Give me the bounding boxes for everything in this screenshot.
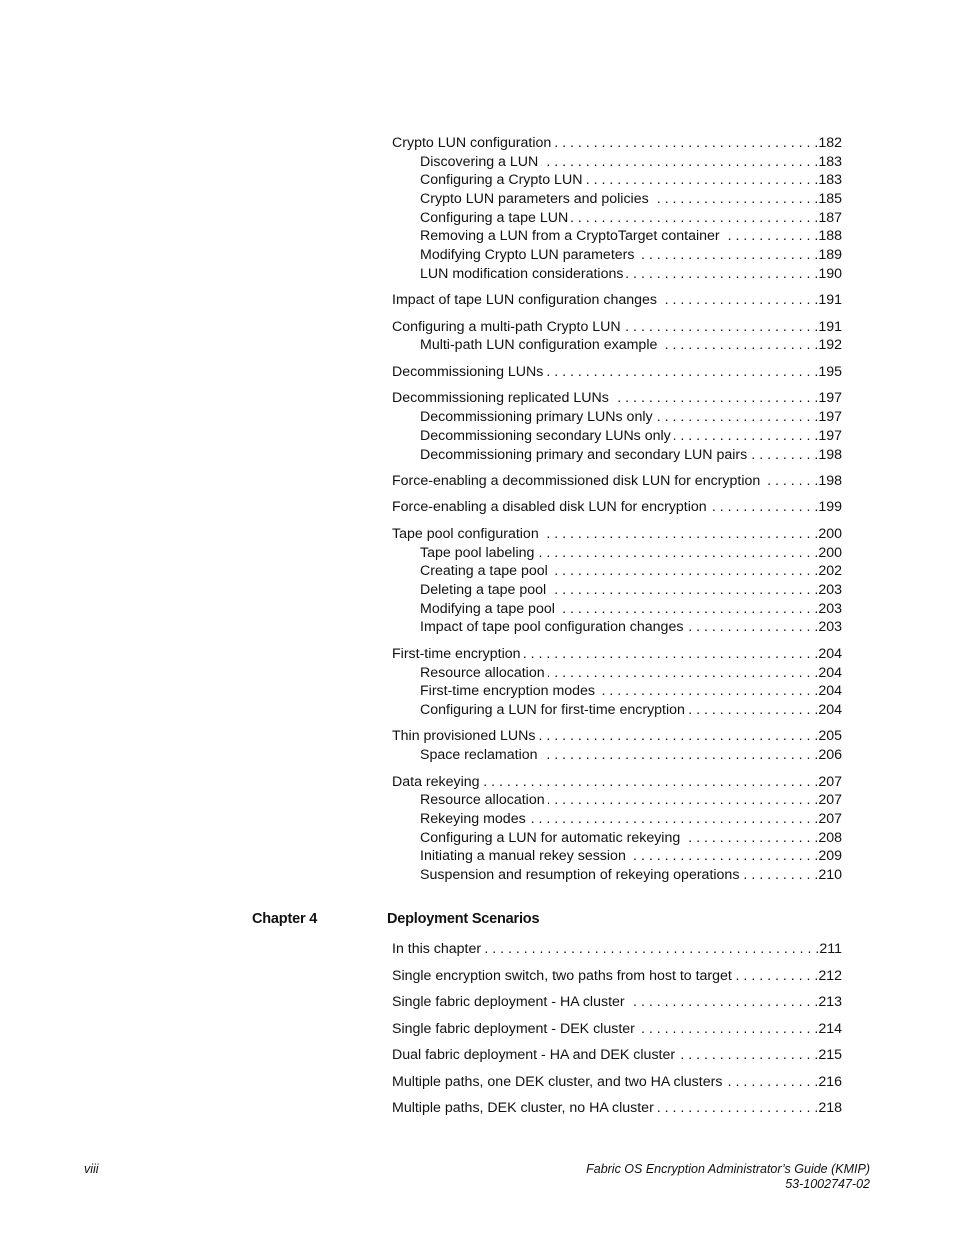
dot-leader <box>529 810 819 829</box>
dot-leader <box>624 318 819 337</box>
chapter-label: Chapter 4 <box>252 911 318 927</box>
toc-entry-title: Multi-path LUN configuration example <box>420 337 658 354</box>
dot-leader <box>558 600 818 619</box>
toc-entry-page: 192 <box>818 337 842 354</box>
toc-section <box>392 134 842 893</box>
toc-entry-page: 189 <box>818 247 842 264</box>
toc-entry[interactable] <box>392 993 842 1020</box>
toc-entry-title: Force-enabling a disabled disk LUN for encryption <box>392 499 707 516</box>
toc-entry[interactable] <box>392 498 842 517</box>
toc-entry-title: Single encryption switch, two paths from host to target <box>392 967 732 984</box>
toc-entry[interactable] <box>392 1020 842 1047</box>
toc-entry-page: 197 <box>818 427 842 444</box>
toc-entry-title: Configuring a LUN for automatic rekeying <box>420 829 681 846</box>
toc-entry[interactable] <box>392 472 842 491</box>
toc-subentry[interactable] <box>392 701 842 720</box>
toc-group <box>392 472 842 491</box>
toc-entry-page: 200 <box>818 525 842 542</box>
dot-leader <box>548 664 819 683</box>
dot-leader <box>686 618 818 637</box>
toc-subentry[interactable] <box>392 153 842 172</box>
toc-entry-title: Resource allocation <box>420 792 545 809</box>
dot-leader <box>598 682 818 701</box>
toc-entry-title: Thin provisioned LUNs <box>392 728 536 745</box>
toc-entry[interactable] <box>392 773 842 792</box>
dot-leader <box>612 389 818 408</box>
dot-leader <box>524 645 819 664</box>
toc-entry-page: 182 <box>818 135 842 151</box>
toc-entry[interactable] <box>392 318 842 337</box>
dot-leader <box>539 727 819 746</box>
dot-leader <box>683 829 818 848</box>
toc-entry-page: 188 <box>818 228 842 245</box>
dot-leader <box>541 153 818 172</box>
dot-leader <box>678 1046 818 1065</box>
dot-leader <box>657 1099 819 1118</box>
toc-entry-page: 185 <box>818 191 842 208</box>
toc-subentry[interactable] <box>392 265 842 284</box>
toc-subentry[interactable] <box>392 810 842 829</box>
toc-entry-title: Force-enabling a decommissioned disk LUN for encryption <box>392 472 761 489</box>
toc-subentry[interactable] <box>392 336 842 355</box>
toc-group <box>392 134 842 284</box>
footer-document-info <box>586 1162 870 1192</box>
toc-entry[interactable] <box>392 525 842 544</box>
toc-entry-title: Decommissioning secondary LUNs only <box>420 427 671 444</box>
dot-leader <box>548 791 819 810</box>
toc-group <box>392 318 842 355</box>
toc-subentry[interactable] <box>392 664 842 683</box>
toc-subentry[interactable] <box>392 829 842 848</box>
dot-leader <box>674 427 819 446</box>
toc-entry-title: Single fabric deployment - DEK cluster <box>392 1020 635 1037</box>
toc-entry-page: 205 <box>818 728 842 745</box>
toc-entry-page: 207 <box>818 810 842 827</box>
toc-entry-title: Decommissioning primary and secondary LUN pairs <box>420 446 748 463</box>
dot-leader <box>750 446 818 465</box>
toc-entry-title: Creating a tape pool <box>420 563 548 580</box>
toc-entry[interactable] <box>392 1099 842 1126</box>
toc-entry-page: 203 <box>818 619 842 636</box>
toc-entry[interactable] <box>392 363 842 382</box>
toc-subentry[interactable] <box>392 682 842 701</box>
toc-subentry[interactable] <box>392 847 842 866</box>
toc-entry-title: Modifying Crypto LUN parameters <box>420 247 635 264</box>
toc-entry-title: Multiple paths, one DEK cluster, and two HA clusters <box>392 1073 723 1090</box>
toc-subentry[interactable] <box>392 581 842 600</box>
toc-entry-page: 191 <box>818 292 842 309</box>
toc-group <box>392 645 842 720</box>
toc-entry-title: Single fabric deployment - HA cluster <box>392 994 625 1010</box>
toc-subentry[interactable] <box>392 746 842 765</box>
footer-doc-title: Fabric OS Encryption Administrator’s Guide (KMIP) <box>586 1162 870 1176</box>
toc-group <box>392 525 842 637</box>
toc-entry-page: 210 <box>818 867 842 884</box>
footer-doc-number: 53-1002747-02 <box>785 1177 870 1191</box>
toc-entry-page: 207 <box>818 792 842 809</box>
toc-subentry[interactable] <box>392 544 842 563</box>
toc-entry-page: 197 <box>818 390 842 407</box>
toc-subentry[interactable] <box>392 171 842 190</box>
toc-entry[interactable] <box>392 389 842 408</box>
toc-entry-title: First-time encryption <box>392 645 521 662</box>
toc-entry-page: 214 <box>818 1020 842 1037</box>
toc-entry-page: 199 <box>818 499 842 516</box>
toc-entry[interactable] <box>392 1073 842 1100</box>
toc-entry-page: 190 <box>818 265 842 282</box>
toc-entry[interactable] <box>392 1046 842 1073</box>
toc-group <box>392 727 842 764</box>
toc-entry-title: Decommissioning primary LUNs only <box>420 409 653 426</box>
toc-entry-title: Modifying a tape pool <box>420 600 555 617</box>
toc-entry-title: Impact of tape pool configuration changes <box>420 619 684 636</box>
toc-entry-title: Deleting a tape pool <box>420 582 547 599</box>
dot-leader <box>585 171 818 190</box>
toc-subentry[interactable] <box>392 190 842 209</box>
toc-entry-title: Crypto LUN parameters and policies <box>420 191 649 208</box>
toc-group <box>392 363 842 382</box>
dot-leader <box>688 701 818 720</box>
toc-subentry[interactable] <box>392 618 842 637</box>
toc-entry-title: Tape pool labeling <box>420 544 535 561</box>
toc-subentry[interactable] <box>392 209 842 228</box>
toc-entry-title: Initiating a manual rekey session <box>420 848 626 865</box>
toc-entry-title: Configuring a Crypto LUN <box>420 172 583 189</box>
toc-entry-title: Dual fabric deployment - HA and DEK cluster <box>392 1047 676 1063</box>
toc-entry-title: Rekeying modes <box>420 810 526 827</box>
dot-leader <box>656 408 819 427</box>
toc-entry-page: 204 <box>818 683 842 700</box>
toc-entry-page: 204 <box>818 701 842 718</box>
toc-group <box>392 498 842 517</box>
dot-leader <box>637 246 818 265</box>
toc-entry-title: Suspension and resumption of rekeying operations <box>420 867 740 884</box>
toc-entry[interactable] <box>392 645 842 664</box>
toc-entry-page: 204 <box>818 664 842 681</box>
dot-leader <box>723 227 819 246</box>
dot-leader <box>626 265 818 284</box>
toc-entry-title: In this chapter <box>392 941 482 957</box>
toc-entry[interactable] <box>392 967 842 994</box>
toc-entry-page: 207 <box>818 773 842 790</box>
toc-subentry[interactable] <box>392 600 842 619</box>
toc-entry-title: LUN modification considerations <box>420 265 624 282</box>
toc-subentry[interactable] <box>392 227 842 246</box>
toc-entry-page: 216 <box>818 1073 842 1090</box>
toc-entry-page: 206 <box>818 747 842 764</box>
dot-leader <box>660 291 818 310</box>
dot-leader <box>638 1020 818 1039</box>
toc-entry-page: 203 <box>818 600 842 617</box>
chapter-toc <box>392 940 842 1126</box>
toc-group <box>392 773 842 885</box>
toc-entry-title: Configuring a LUN for first-time encryption <box>420 701 685 718</box>
toc-entry-page: 183 <box>818 172 842 189</box>
toc-entry-title: Configuring a tape LUN <box>420 209 569 226</box>
dot-leader <box>483 773 819 792</box>
toc-entry-title: Decommissioning replicated LUNs <box>392 390 609 407</box>
toc-subentry[interactable] <box>392 562 842 581</box>
toc-subentry[interactable] <box>392 246 842 265</box>
toc-entry-page: 198 <box>818 472 842 489</box>
toc-subentry[interactable] <box>392 446 842 465</box>
toc-subentry[interactable] <box>392 791 842 810</box>
toc-entry-page: 208 <box>818 829 842 846</box>
dot-leader <box>725 1073 818 1092</box>
dot-leader <box>629 847 818 866</box>
toc-entry-page: 204 <box>818 645 842 662</box>
toc-entry-title: Discovering a LUN <box>420 153 539 170</box>
toc-entry-title: Impact of tape LUN configuration changes <box>392 292 657 309</box>
toc-entry-page: 197 <box>818 409 842 426</box>
toc-entry-title: Decommissioning LUNs <box>392 363 544 380</box>
toc-entry-page: 195 <box>818 363 842 380</box>
toc-entry[interactable] <box>392 134 842 153</box>
dot-leader <box>660 336 818 355</box>
toc-entry-title: Data rekeying <box>392 773 480 790</box>
toc-entry-title: Multiple paths, DEK cluster, no HA cluster <box>392 1100 654 1116</box>
toc-entry-page: 187 <box>818 209 842 226</box>
dot-leader <box>735 967 818 986</box>
toc-entry-page: 213 <box>818 994 842 1010</box>
toc-subentry[interactable] <box>392 427 842 446</box>
toc-entry-page: 202 <box>818 563 842 580</box>
toc-entry-title: Crypto LUN configuration <box>392 135 552 151</box>
toc-entry-page: 191 <box>818 318 842 335</box>
dot-leader <box>537 544 818 563</box>
dot-leader <box>652 190 819 209</box>
toc-group <box>392 291 842 310</box>
toc-entry-page: 200 <box>818 544 842 561</box>
toc-subentry[interactable] <box>392 866 842 885</box>
toc-entry-title: Resource allocation <box>420 664 545 681</box>
toc-entry-page: 203 <box>818 582 842 599</box>
toc-entry-title: Removing a LUN from a CryptoTarget container <box>420 228 720 245</box>
toc-entry-page: 183 <box>818 153 842 170</box>
toc-entry-page: 198 <box>818 446 842 463</box>
toc-entry-page: 212 <box>818 967 842 984</box>
dot-leader <box>484 940 819 959</box>
toc-entry-title: Configuring a multi-path Crypto LUN <box>392 318 621 335</box>
toc-entry-page: 211 <box>819 941 842 957</box>
toc-entry[interactable] <box>392 940 842 967</box>
dot-leader <box>549 581 818 600</box>
chapter-title: Deployment Scenarios <box>387 911 540 927</box>
dot-leader <box>763 472 818 491</box>
toc-entry-title: First-time encryption modes <box>420 683 596 700</box>
toc-entry[interactable] <box>392 727 842 746</box>
dot-leader <box>554 134 818 153</box>
dot-leader <box>542 525 819 544</box>
toc-entry-title: Space reclamation <box>420 747 538 764</box>
toc-entry-page: 218 <box>818 1100 842 1116</box>
toc-group <box>392 389 842 464</box>
dot-leader <box>551 562 819 581</box>
toc-entry-title: Tape pool configuration <box>392 525 539 542</box>
dot-leader <box>571 209 818 228</box>
dot-leader <box>742 866 818 885</box>
dot-leader <box>546 363 818 382</box>
toc-entry-page: 215 <box>818 1047 842 1063</box>
footer-page-number: viii <box>84 1162 99 1176</box>
toc-entry-page: 209 <box>818 848 842 865</box>
dot-leader <box>628 993 819 1012</box>
dot-leader <box>710 498 819 517</box>
dot-leader <box>541 746 819 765</box>
toc-entry[interactable] <box>392 291 842 310</box>
toc-subentry[interactable] <box>392 408 842 427</box>
